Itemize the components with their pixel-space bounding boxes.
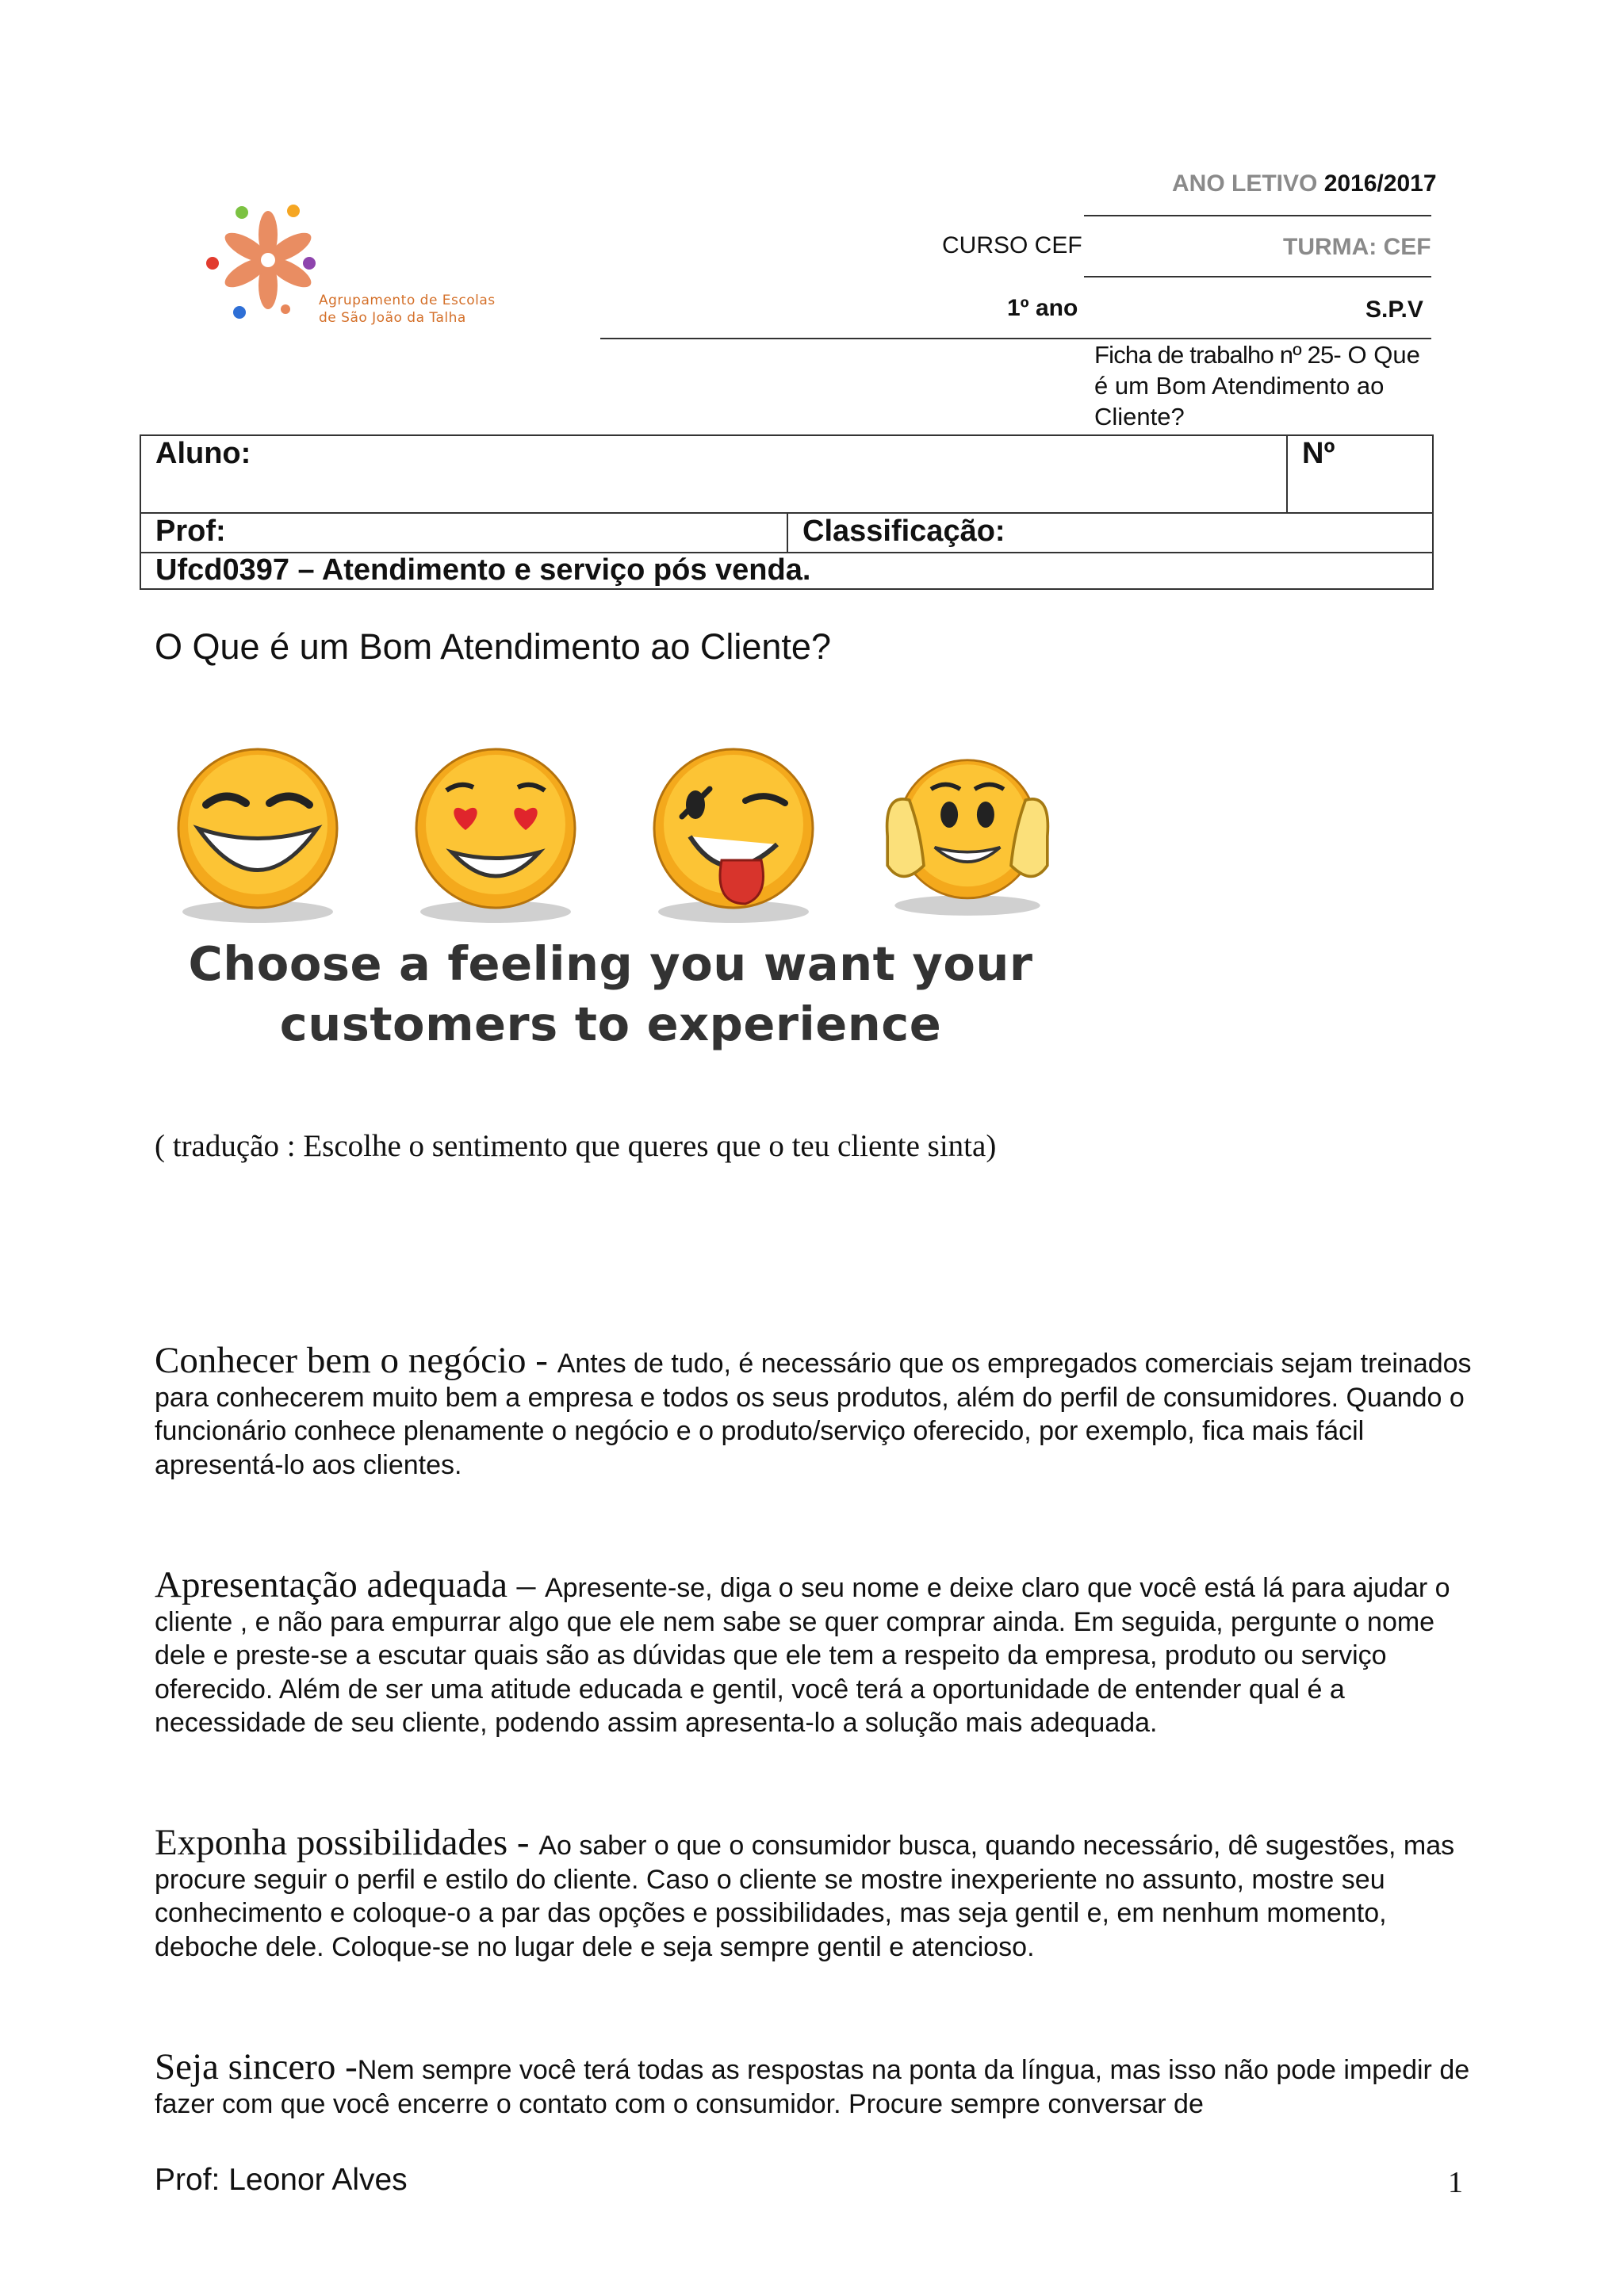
numero-label: Nº: [1302, 437, 1335, 470]
image-caption: Choose a feeling you want your customers to experience: [188, 936, 1033, 1051]
winking-tongue-face-icon: [646, 741, 821, 932]
ufcd-label: Ufcd0397 – Atendimento e serviço pós venda.: [155, 553, 811, 587]
curso-label: CURSO CEF: [942, 232, 1082, 258]
grinning-face-icon: [170, 741, 345, 932]
footer-author: Prof: Leonor Alves: [155, 2163, 408, 2197]
ano-letivo: ANO LETIVO 2016/2017: [1172, 170, 1437, 197]
page-title: O Que é um Bom Atendimento ao Cliente?: [155, 626, 831, 667]
logo-caption: Agrupamento de Escolas de São João da Talha: [319, 293, 496, 326]
translation-note: ( tradução : Escolhe o sentimento que queres que o teu cliente sinta): [155, 1129, 997, 1163]
section-exponha: Exponha possibilidades - Ao saber o que o consumidor busca, quando necessário, dê sugestões, mas procure seguir o perfil e estilo do cliente. Caso o cliente se mostre inexperiente no assunto, mostre seu conhecimento e coloque-o a par das opções e possibilidades, mas seja gentil e, em nenhum momento, deboche dele. Coloque-se no lugar dele e seja sempre gentil e atencioso.: [155, 1822, 1455, 1962]
flower-logo-icon: [198, 198, 317, 325]
turma-label: TURMA: CEF: [1283, 234, 1431, 260]
classificacao-label: Classificação:: [802, 515, 1005, 548]
ano-label: 1º ano: [1007, 295, 1078, 321]
page-number: 1: [1448, 2166, 1463, 2199]
aluno-label: Aluno:: [155, 437, 251, 470]
school-logo: [198, 198, 515, 333]
heart-eyes-face-icon: [408, 741, 583, 932]
section-apresentacao: Apresentação adequada – Apresente-se, diga o seu nome e deixe claro que você está lá para ajudar o cliente , e não para empurrar algo que ele nem sabe se quer comprar ainda. Em seguida, pergunte o nome dele e preste-se a escutar quais são as dúvidas que ele tem a respeito da empresa, produto ou serviço oferecido. Além de ser uma atitude educada e gentil, você terá a oportunidade de entender qual é a necessidade de seu cliente, podendo assim apresenta-lo a solução mais adequada.: [155, 1564, 1450, 1738]
section-conhecer: Conhecer bem o negócio - Antes de tudo, é necessário que os empregados comerciais sejam treinados para conhecerem muito bem a empresa e todos os seus produtos, além do perfil de consumidores. Quando o funcionário conhece plenamente o negócio e o produto/serviço oferecido, por exemplo, fica mais fácil apresentá-lo aos clientes.: [155, 1340, 1472, 1480]
student-info-table: [140, 434, 1434, 590]
embarrassed-face-icon: [880, 741, 1055, 932]
section-sincero: Seja sincero -Nem sempre você terá todas as respostas na ponta da língua, mas isso não pode impedir de fazer com que você encerre o contato com o consumidor. Procure sempre conversar de: [155, 2046, 1470, 2119]
spv-label: S.P.V: [1365, 297, 1423, 323]
header-rule: [1084, 215, 1431, 216]
prof-label: Prof:: [155, 515, 226, 548]
header-rule: [1084, 276, 1431, 277]
ficha-title: Ficha de trabalho nº 25- O Que é um Bom Atendimento ao Cliente?: [1094, 341, 1420, 430]
emoji-image: [170, 741, 1059, 932]
